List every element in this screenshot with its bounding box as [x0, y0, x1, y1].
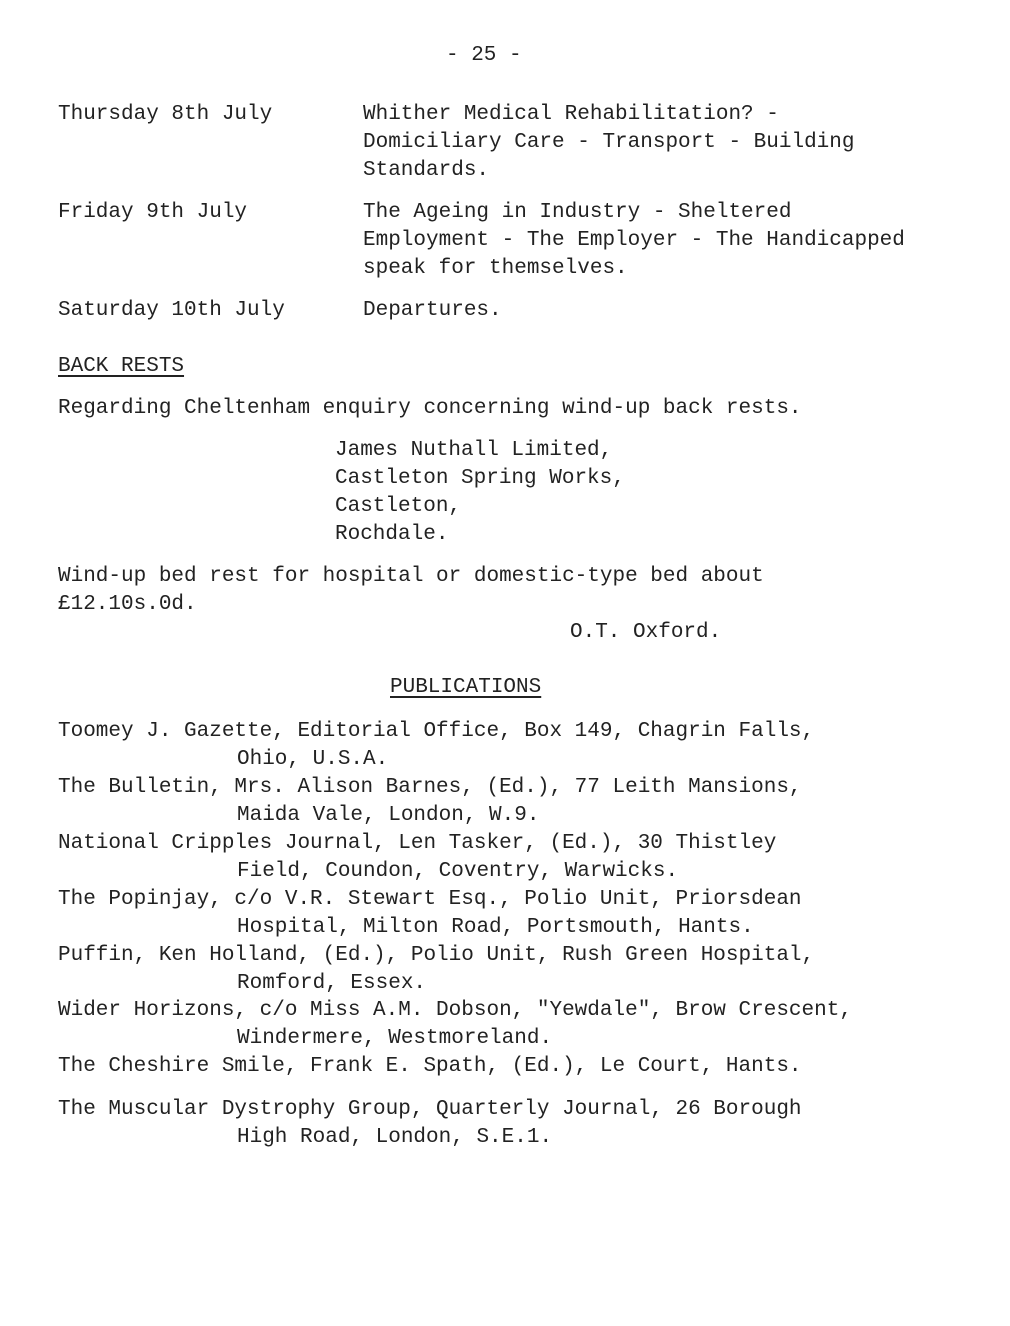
publication-entry: Wider Horizons, c/o Miss A.M. Dobson, "Yewdale", Brow Crescent,	[58, 999, 852, 1022]
schedule-day: Thursday 8th July	[58, 103, 273, 126]
publication-entry-cont: Romford, Essex.	[237, 972, 427, 995]
address-line: Castleton,	[335, 495, 462, 518]
back-rests-intro: Regarding Cheltenham enquiry concerning wind-up back rests.	[58, 397, 802, 420]
publication-entry: The Cheshire Smile, Frank E. Spath, (Ed.), Le Court, Hants.	[58, 1055, 802, 1078]
schedule-line: Domiciliary Care - Transport - Building	[363, 131, 855, 154]
signature: O.T. Oxford.	[570, 621, 722, 644]
publication-entry: The Muscular Dystrophy Group, Quarterly Journal, 26 Borough	[58, 1098, 802, 1121]
publication-entry: Puffin, Ken Holland, (Ed.), Polio Unit, Rush Green Hospital,	[58, 944, 815, 967]
description-line: Wind-up bed rest for hospital or domestic-type bed about	[58, 565, 764, 588]
publication-entry-cont: Windermere, Westmoreland.	[237, 1027, 553, 1050]
address-line: James Nuthall Limited,	[335, 439, 613, 462]
schedule-line: speak for themselves.	[363, 257, 628, 280]
schedule-line: Employment - The Employer - The Handicapped	[363, 229, 905, 252]
page-number: - 25 -	[446, 44, 522, 67]
publication-entry-cont: Hospital, Milton Road, Portsmouth, Hants.	[237, 916, 754, 939]
publications-heading: PUBLICATIONS	[390, 676, 542, 699]
address-line: Castleton Spring Works,	[335, 467, 625, 490]
schedule-day: Friday 9th July	[58, 201, 248, 224]
publication-entry-cont: Maida Vale, London, W.9.	[237, 804, 540, 827]
publication-entry: The Bulletin, Mrs. Alison Barnes, (Ed.), 77 Leith Mansions,	[58, 776, 802, 799]
publication-entry-cont: High Road, London, S.E.1.	[237, 1126, 553, 1149]
publication-entry: National Cripples Journal, Len Tasker, (Ed.), 30 Thistley	[58, 832, 777, 855]
schedule-day: Saturday 10th July	[58, 299, 285, 322]
description-line: £12.10s.0d.	[58, 593, 197, 616]
schedule-line: Departures.	[363, 299, 502, 322]
publication-entry: Toomey J. Gazette, Editorial Office, Box 149, Chagrin Falls,	[58, 720, 815, 743]
schedule-line: Whither Medical Rehabilitation? -	[363, 103, 779, 126]
back-rests-heading: BACK RESTS	[58, 355, 185, 378]
schedule-line: Standards.	[363, 159, 490, 182]
publication-entry: The Popinjay, c/o V.R. Stewart Esq., Polio Unit, Priorsdean	[58, 888, 802, 911]
address-line: Rochdale.	[335, 523, 449, 546]
publication-entry-cont: Field, Coundon, Coventry, Warwicks.	[237, 860, 679, 883]
schedule-line: The Ageing in Industry - Sheltered	[363, 201, 792, 224]
publication-entry-cont: Ohio, U.S.A.	[237, 748, 389, 771]
